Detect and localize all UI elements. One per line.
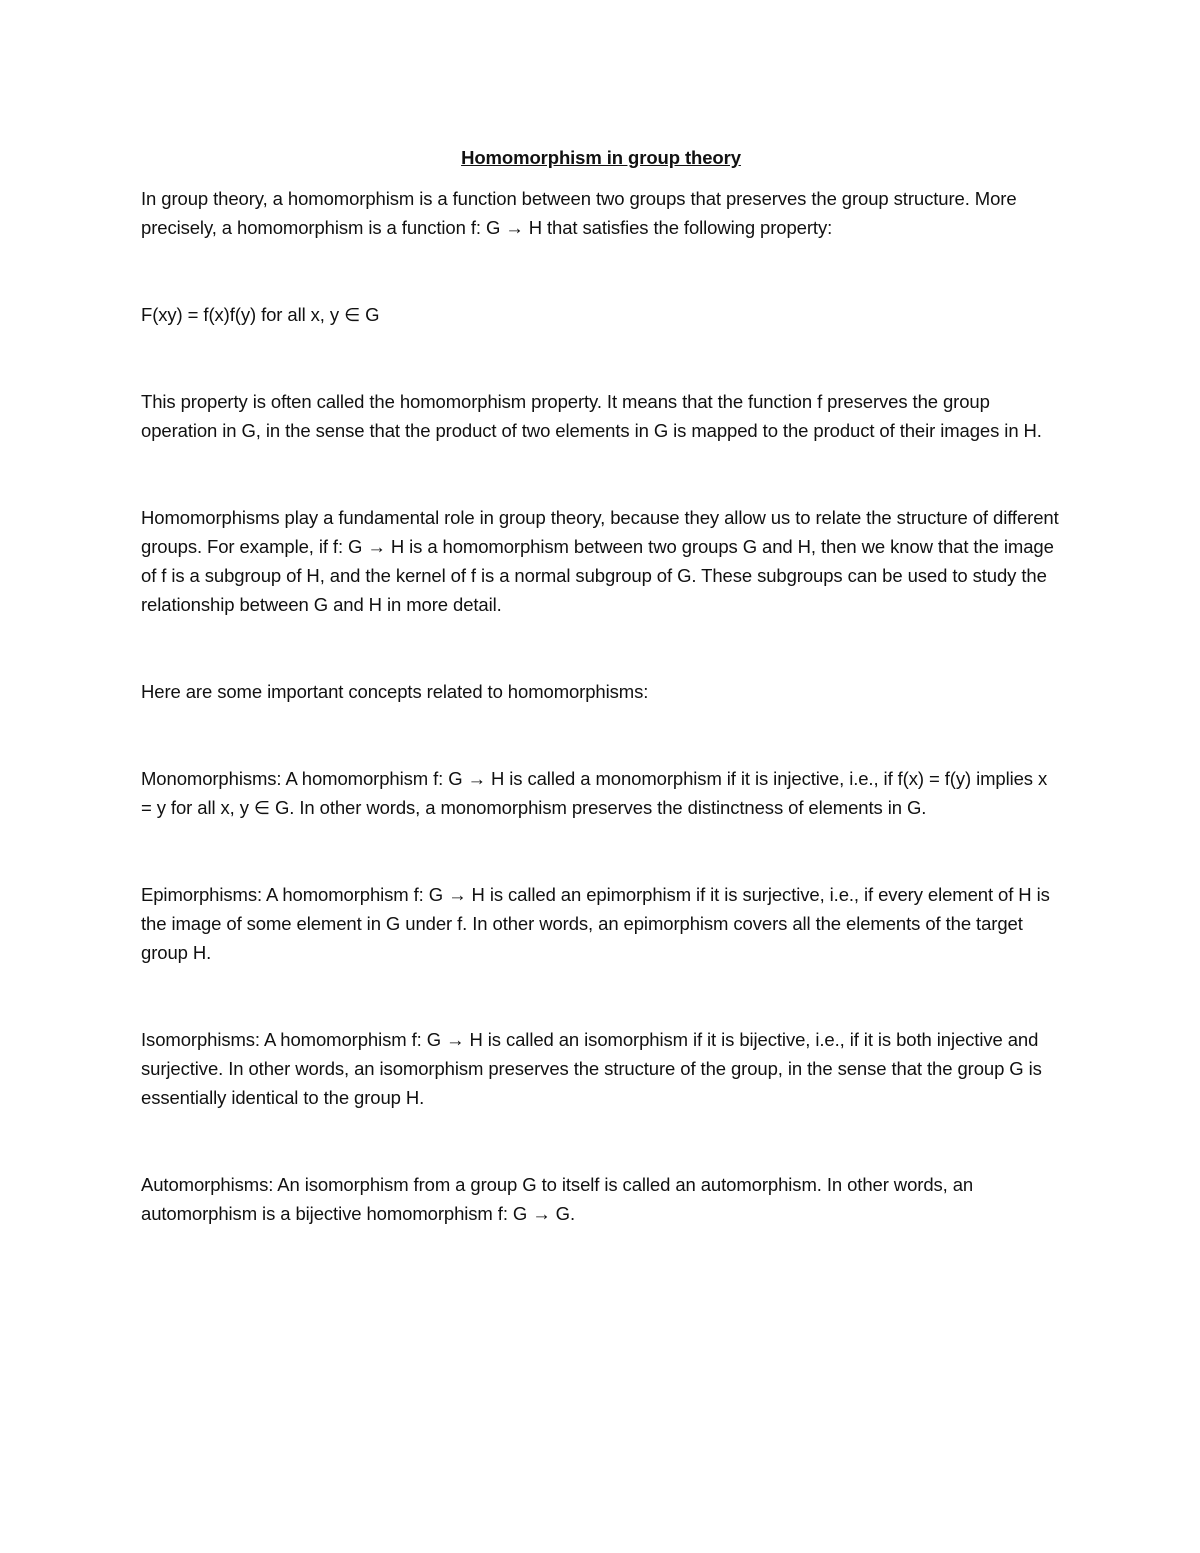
document-body [141, 143, 1061, 1228]
paragraph-intro: In group theory, a homomorphism is a function between two groups that preserves the group structure. More precisely, a homomorphism is a function f: G → H that satisfies the following property: [141, 188, 1017, 238]
paragraph-concepts-intro: Here are some important concepts related to homomorphisms: [141, 681, 649, 702]
paragraph-property: This property is often called the homomorphism property. It means that the function f preserves the group operation in G, in the sense that the product of two elements in G is mapped to the product of their images in H. [141, 391, 1042, 441]
formula-homomorphism-property: F(xy) = f(x)f(y) for all x, y ∈ G [141, 304, 380, 325]
document-title: Homomorphism in group theory [461, 147, 741, 168]
paragraph-automorphisms: Automorphisms: An isomorphism from a group G to itself is called an automorphism. In other words, an automorphism is a bijective homomorphism f: G → G. [141, 1174, 974, 1224]
paragraph-monomorphisms: Monomorphisms: A homomorphism f: G → H is called a monomorphism if it is injective, i.e., if f(x) = f(y) implies x = y for all x, y ∈ G. In other words, a monomorphism preserves the distinctness of elements in G. [141, 768, 1048, 818]
paragraph-role: Homomorphisms play a fundamental role in group theory, because they allow us to relate the structure of different groups. For example, if f: G → H is a homomorphism between two groups G and H, then we know that the image of f is a subgroup of H, and the kernel of f is a normal subgroup of G. These subgroups can be used to study the relationship between G and H in more detail. [141, 507, 1059, 615]
paragraph-epimorphisms: Epimorphisms: A homomorphism f: G → H is called an epimorphism if it is surjective, i.e., if every element of H is the image of some element in G under f. In other words, an epimorphism covers all the elements of the target group H. [141, 884, 1050, 963]
paragraph-isomorphisms: Isomorphisms: A homomorphism f: G → H is called an isomorphism if it is bijective, i.e., if it is both injective and surjective. In other words, an isomorphism preserves the structure of the group, in the sense that the group G is essentially identical to the group H. [141, 1029, 1042, 1108]
